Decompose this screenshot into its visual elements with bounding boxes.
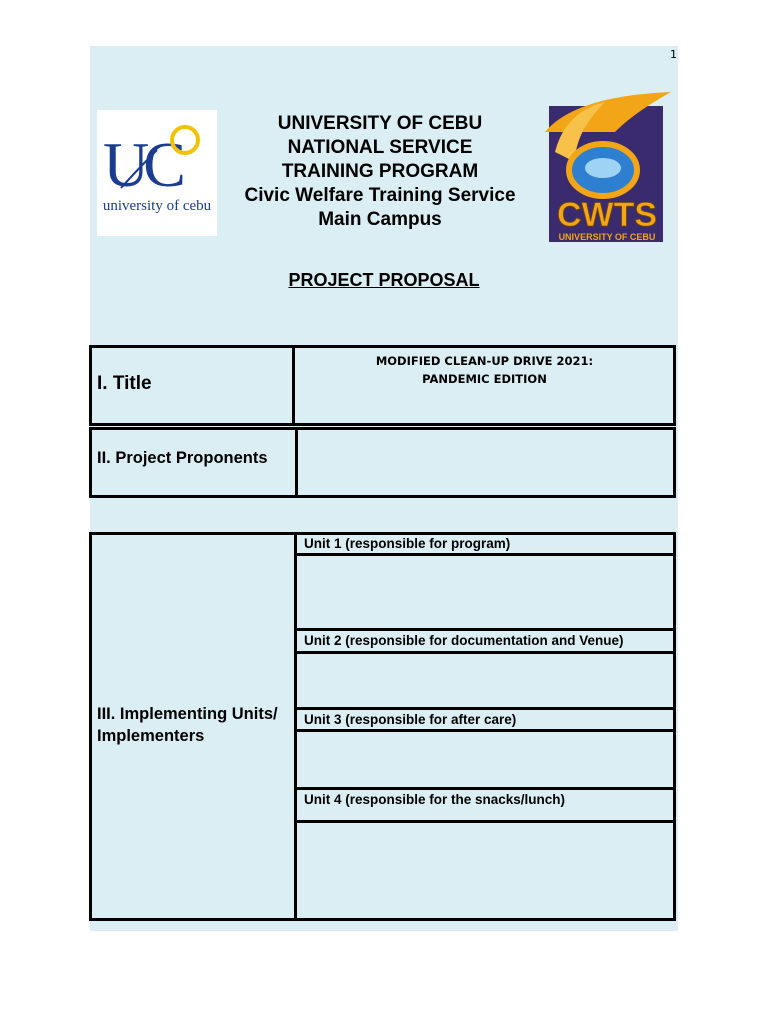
uc-logo-letters: UC [103, 129, 180, 200]
header-line: UNIVERSITY OF CEBU [277, 113, 483, 134]
header-line: TRAINING PROGRAM [281, 161, 479, 182]
header-line: Main Campus [318, 209, 442, 230]
row-divider [294, 628, 676, 631]
header-line: NATIONAL SERVICE [287, 137, 473, 158]
cwts-logo [545, 92, 671, 244]
unit-3-label: Unit 3 (responsible for after care) [304, 712, 517, 727]
title-value-line: MODIFIED CLEAN-UP DRIVE 2021: [375, 354, 594, 368]
cwts-logo-caption: UNIVERSITY OF CEBU [558, 232, 656, 242]
implementers-label [97, 703, 278, 747]
unit-4-label: Unit 4 (responsible for the snacks/lunch) [304, 792, 566, 807]
proponents-label: II. Project Proponents [97, 449, 268, 467]
institution-header [225, 112, 535, 232]
row-divider [294, 553, 676, 556]
title-value-line: PANDEMIC EDITION [422, 372, 547, 386]
row-divider [294, 787, 676, 790]
implementers-label-line: III. Implementing Units/ [97, 705, 278, 723]
title-label: I. Title [97, 373, 152, 394]
row-divider [294, 820, 676, 823]
column-divider [294, 532, 297, 921]
document-title: PROJECT PROPOSAL [288, 270, 480, 290]
cwts-logo-graphic [545, 92, 671, 244]
page-number: 1 [670, 48, 677, 61]
unit-1-label: Unit 1 (responsible for program) [304, 536, 511, 551]
column-divider [292, 345, 295, 426]
title-value [297, 352, 672, 388]
column-divider [295, 427, 298, 498]
row-divider [294, 707, 676, 710]
unit-2-label: Unit 2 (responsible for documentation and Venue) [304, 633, 624, 648]
row-divider [294, 651, 676, 654]
implementers-label-line: Implementers [97, 727, 205, 745]
university-of-cebu-logo [97, 110, 217, 236]
uc-logo-caption: university of cebu [102, 198, 212, 214]
cwts-logo-letters: CWTS [556, 196, 658, 234]
uc-logo-graphic [97, 110, 217, 236]
row-divider [294, 729, 676, 732]
header-line: Civic Welfare Training Service [244, 185, 516, 206]
